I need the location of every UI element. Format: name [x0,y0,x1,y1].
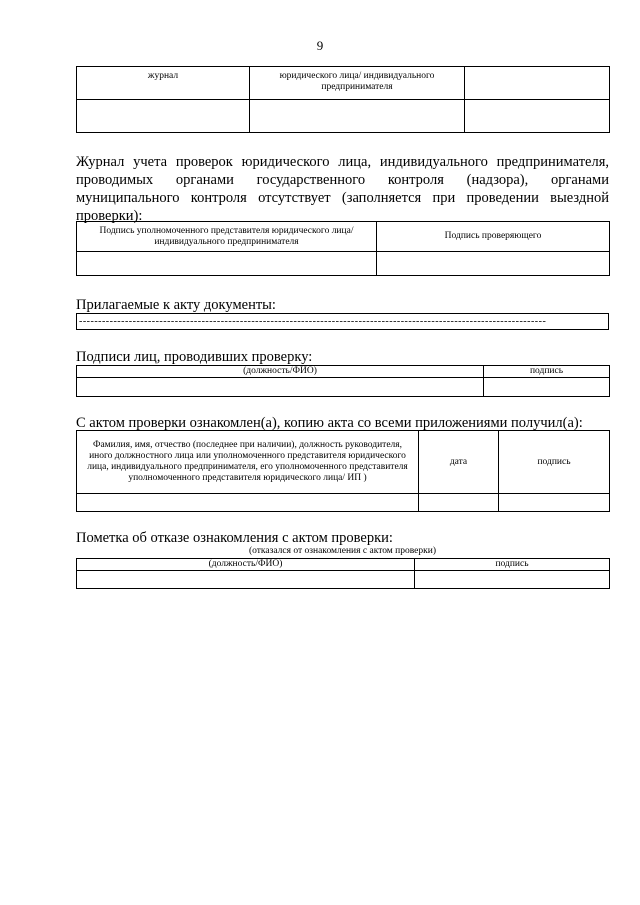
refusal-position-cell[interactable] [77,571,415,589]
journal-signature-table [76,221,610,276]
acquainted-date-header: дата [419,431,499,494]
journal-rep-signature-header: Подпись уполномоченного представителя юридического лица/ индивидуального предпринимателя [77,222,377,252]
top-table-blank-cell[interactable] [250,100,465,133]
acquainted-heading: С актом проверки ознакомлен(а), копию акта со всеми приложениями получил(а): [76,415,583,431]
top-table-cell-entity: юридического лица/ индивидуального предпринимателя [250,67,465,100]
acquainted-person-cell[interactable] [77,494,419,512]
refusal-signature-header: подпись [415,559,610,571]
refusal-position-header: (должность/ФИО) [77,559,415,571]
top-continuation-table [76,66,610,133]
inspectors-signature-header: подпись [484,366,610,378]
inspectors-signature-cell[interactable] [484,378,610,397]
inspectors-position-cell[interactable] [77,378,484,397]
page-number: 9 [316,38,324,53]
journal-inspector-signature-cell[interactable] [377,252,610,276]
acquainted-date-cell[interactable] [419,494,499,512]
top-table-blank-cell[interactable] [77,100,250,133]
refusal-signature-cell[interactable] [415,571,610,589]
top-table-cell-journal: журнал [77,67,250,100]
acquainted-table [76,430,610,512]
inspectors-signatures-heading: Подписи лиц, проводивших проверку: [76,349,313,365]
top-table-blank-cell[interactable] [465,100,610,133]
journal-paragraph: Журнал учета проверок юридического лица, индивидуального предпринимателя, проводимых органами государственного контроля (надзора), органами муниципального контроля отсутствует (заполняется при проведении выездной проверки): [76,154,609,224]
journal-inspector-signature-header: Подпись проверяющего [377,222,610,252]
attached-documents-box [76,313,609,330]
attached-documents-heading: Прилагаемые к акту документы: [76,297,276,313]
top-table-cell-empty [465,67,610,100]
acquainted-signature-cell[interactable] [499,494,610,512]
refusal-heading: Пометка об отказе ознакомления с актом проверки: [76,530,393,546]
inspectors-signatures-table [76,365,610,397]
refusal-subheading: (отказался от ознакомления с актом проверки) [248,546,437,556]
acquainted-person-header: Фамилия, имя, отчество (последнее при наличии), должность руководителя, иного должностного лица или уполномоченного представителя юридического лица, индивидуального предпринимателя, его уполномоченного представителя уполномоченного представителя юридического лица/ ИП ) [77,431,419,494]
journal-rep-signature-cell[interactable] [77,252,377,276]
attached-documents-dash-line[interactable]: -------------------------------------------------------------------------------------------------------------------------- [77,314,609,330]
refusal-table [76,558,610,589]
inspectors-position-header: (должность/ФИО) [77,366,484,378]
acquainted-signature-header: подпись [499,431,610,494]
